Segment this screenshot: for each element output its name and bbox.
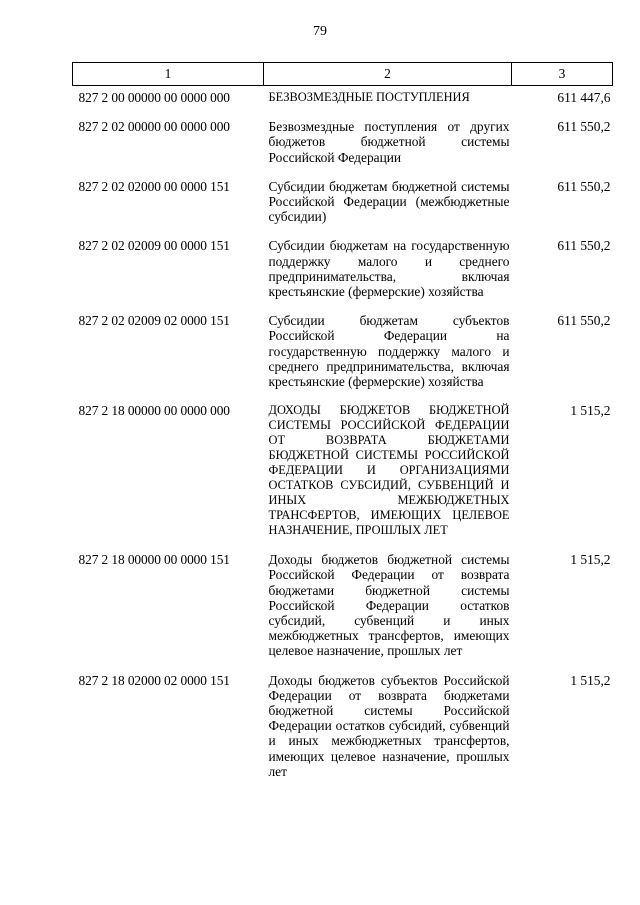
amount-cell: 611 447,6 [557, 90, 611, 105]
amount-cell: 611 550,2 [557, 313, 611, 329]
budget-code-cell: 827 2 18 00000 00 0000 151 [78, 552, 230, 568]
budget-code-cell: 827 2 02 02009 00 0000 151 [78, 238, 230, 254]
page-number: 79 [313, 24, 327, 39]
table-body [73, 86, 613, 790]
description-cell: БЕЗВОЗМЕЗДНЫЕ ПОСТУПЛЕНИЯ [268, 90, 470, 104]
column-header-code: 1 [73, 63, 264, 86]
budget-code-cell: 827 2 02 00000 00 0000 000 [78, 119, 230, 135]
budget-code-cell: 827 2 00 00000 00 0000 000 [78, 90, 230, 105]
amount-cell: 1 515,2 [570, 552, 611, 568]
amount-cell: 1 515,2 [570, 403, 611, 419]
description-cell: Доходы бюджетов субъектов Российской Федерации от возврата бюджетами бюджетной системы Российской Федерации остатков субсидий, субвенций и иных межбюджетных трансфертов, имеющих целевое назначение, прошлых лет [268, 672, 510, 779]
table-row [73, 669, 613, 789]
description-cell: ДОХОДЫ БЮДЖЕТОВ БЮДЖЕТНОЙ СИСТЕМЫ РОССИЙСКОЙ ФЕДЕРАЦИИ ОТ ВОЗВРАТА БЮДЖЕТАМИ БЮДЖЕТНОЙ СИСТЕМЫ РОССИЙСКОЙ ФЕДЕРАЦИИ И ОРГАНИЗАЦИЯМИ ОСТАТКОВ СУБСИДИЙ, СУБВЕНЦИЙ И ИНЫХ МЕЖБЮДЖЕТНЫХ ТРАНСФЕРТОВ, ИМЕЮЩИХ ЦЕЛЕВОЕ НАЗНАЧЕНИЕ, ПРОШЛЫХ ЛЕТ [268, 403, 510, 538]
table-row [73, 86, 613, 116]
header-row [73, 63, 613, 86]
column-header-description: 2 [264, 63, 512, 86]
table-header [73, 63, 613, 86]
table-row [73, 175, 613, 235]
table-row [73, 399, 613, 548]
amount-cell: 611 550,2 [557, 238, 611, 254]
description-cell: Доходы бюджетов бюджетной системы Российской Федерации от возврата бюджетами бюджетной системы Российской Федерации остатков субсидий, субвенций и иных межбюджетных трансфертов, имеющих целевое назначение, прошлых лет [268, 552, 510, 659]
amount-cell: 1 515,2 [570, 672, 611, 688]
amount-cell: 611 550,2 [557, 119, 611, 135]
table-row [73, 115, 613, 175]
budget-code-cell: 827 2 02 02000 00 0000 151 [78, 178, 230, 194]
budget-code-cell: 827 2 18 00000 00 0000 000 [78, 403, 230, 419]
budget-code-cell: 827 2 02 02009 02 0000 151 [78, 313, 230, 329]
column-header-amount: 3 [512, 63, 613, 86]
budget-code-cell: 827 2 18 02000 02 0000 151 [78, 672, 230, 688]
table-row [73, 309, 613, 399]
table-row [73, 548, 613, 668]
budget-revenue-table [72, 62, 613, 789]
description-cell: Субсидии бюджетам субъектов Российской Федерации на государственную поддержку малого и среднего предпринимательства, включая крестьянские (фермерские) хозяйства [268, 313, 510, 390]
table-row [73, 234, 613, 309]
description-cell: Субсидии бюджетам бюджетной системы Российской Федерации (межбюджетные субсидии) [268, 178, 510, 225]
description-cell: Безвозмездные поступления от других бюджетов бюджетной системы Российской Федерации [268, 119, 510, 165]
amount-cell: 611 550,2 [557, 178, 611, 194]
description-cell: Субсидии бюджетам на государственную поддержку малого и среднего предпринимательства, включая крестьянские (фермерские) хозяйства [268, 238, 510, 300]
